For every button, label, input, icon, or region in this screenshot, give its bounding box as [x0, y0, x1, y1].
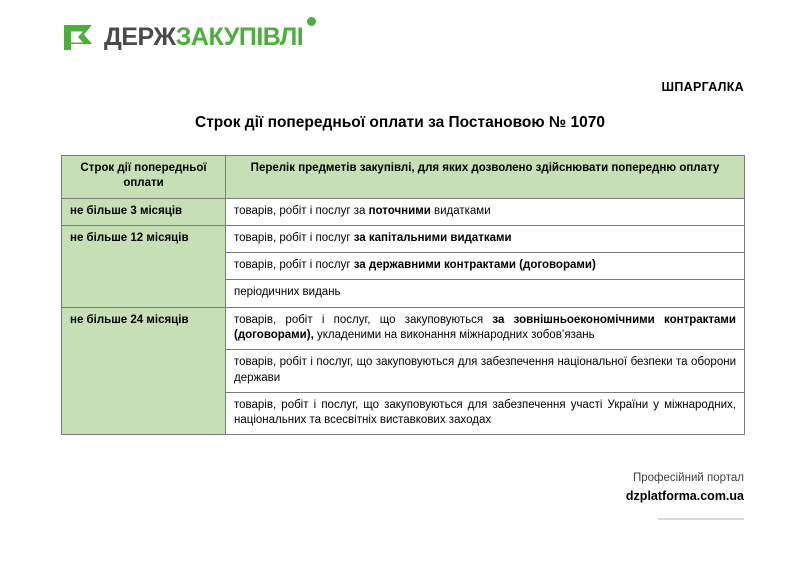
text-bold: за державними контрактами (договорами) [353, 259, 596, 272]
subject-cell [226, 392, 745, 435]
text-bold: поточними [368, 204, 431, 217]
footer-divider [658, 518, 744, 520]
table-row [62, 225, 745, 252]
term-cell-24-months: не більше 24 місяців [62, 307, 226, 435]
subject-cell [226, 253, 745, 280]
table-row [62, 198, 745, 225]
subject-cell [226, 280, 745, 307]
subject-cell [226, 307, 745, 350]
page-title: Строк дії попередньої оплати за Постановою № 1070 [195, 114, 605, 131]
text-prefix: товарів, робіт і послуг за [234, 204, 369, 217]
column-header-term: Строк дії попередньої оплати [62, 156, 226, 199]
term-cell-12-months: не більше 12 місяців [62, 225, 226, 307]
text-suffix: видатками [430, 204, 491, 217]
brand-name-part1: ДЕРЖ [104, 22, 176, 51]
subject-cell [226, 225, 745, 252]
footer-block [626, 470, 744, 505]
text-prefix: товарів, робіт і послуг, що закуповуються для забезпечення участі України у міжнародних, національних та всесвітніх виставкових заходах [234, 398, 736, 427]
text-prefix: товарів, робіт і послуг, що закуповуються [234, 313, 493, 326]
shpargalka-badge: ШПАРГАЛКА [661, 80, 744, 94]
text-prefix: товарів, робіт і послуг [234, 259, 354, 272]
footer-portal-label: Професійний портал [632, 472, 744, 484]
subject-cell [226, 350, 745, 393]
table-row [62, 307, 745, 350]
footer-site-url[interactable]: dzplatforma.com.ua [625, 488, 744, 503]
brand-dot-icon [307, 17, 316, 26]
brand-name-part2: ЗАКУПІВЛІ [175, 22, 304, 51]
table-header-row [62, 156, 745, 199]
prepayment-terms-table [61, 155, 745, 435]
table-body [62, 198, 745, 435]
text-prefix: періодичних видань [234, 286, 341, 299]
arrow-flag-icon [62, 22, 96, 52]
brand-wordmark [104, 22, 316, 51]
term-cell-3-months: не більше 3 місяців [62, 198, 226, 225]
column-header-subjects: Перелік предметів закупівлі, для яких дозволено здійснювати попередню оплату [226, 156, 745, 199]
text-bold: за капітальними видатками [353, 231, 512, 244]
text-suffix: укладеними на виконання міжнародних зобов’язань [313, 328, 595, 341]
text-bold: за зовнішньоекономічними контрактами (договорами), [234, 313, 736, 341]
subject-cell [226, 198, 745, 225]
text-prefix: товарів, робіт і послуг [234, 231, 354, 244]
brand-logo[interactable] [62, 22, 316, 52]
text-prefix: товарів, робіт і послуг, що закуповуються для забезпечення національної безпеки та оборони держави [234, 356, 736, 384]
